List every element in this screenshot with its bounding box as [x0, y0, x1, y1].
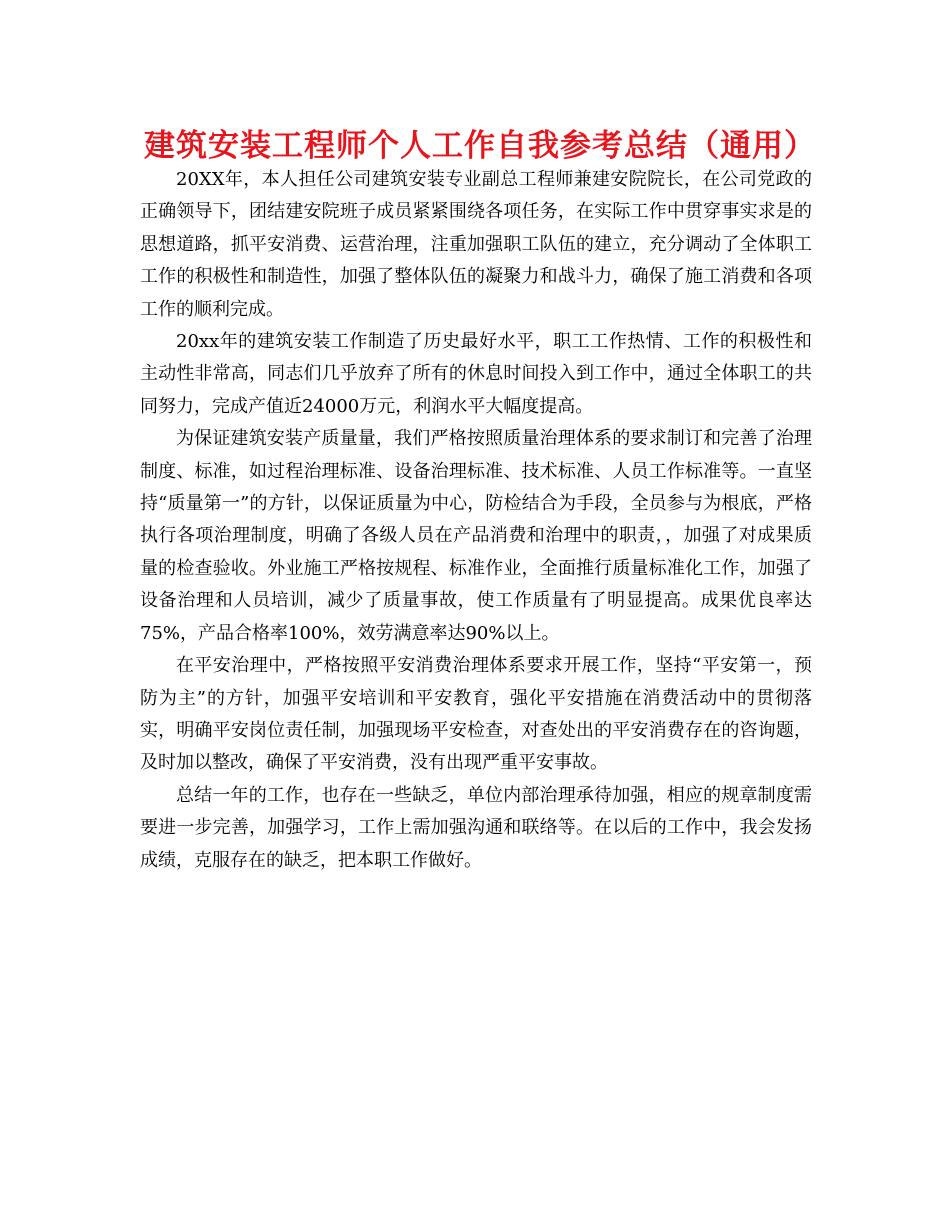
paragraph-1: 20XX年，本人担任公司建筑安装专业副总工程师兼建安院院长，在公司党政的正确领导下，团结建安院班子成员紧紧围绕各项任务，在实际工作中贯穿事实求是的思想道路，抓平安消费、运营治理，注重加强职工队伍的建立，充分调动了全体职工工作的积极性和制造性，加强了整体队伍的凝聚力和战斗力，确保了施工消费和各项工作的顺利完成。	[140, 169, 812, 320]
paragraph-5: 总结一年的工作，也存在一些缺乏，单位内部治理承待加强，相应的规章制度需要进一步完善，加强学习，工作上需加强沟通和联络等。在以后的工作中，我会发扬成绩，克服存在的缺乏，把本职工作做好。	[140, 784, 812, 871]
document-body	[140, 164, 812, 877]
document-title: 建筑安装工程师个人工作自我参考总结（通用）	[144, 128, 816, 164]
paragraph-3: 为保证建筑安装产质量量，我们严格按照质量治理体系的要求制订和完善了治理制度、标准，如过程治理标准、设备治理标准、技术标准、人员工作标准等。一直坚持“质量第一”的方针，以保证质量为中心，防检结合为手段，全员参与为根底，严格执行各项治理制度，明确了各级人员在产品消费和治理中的职责，，加强了对成果质量的检查验收。外业施工严格按规程、标准作业，全面推行质量标准化工作，加强了设备治理和人员培训，减少了质量事故，使工作质量有了明显提高。成果优良率达75%，产品合格率100%，效劳满意率达90%以上。	[140, 428, 812, 644]
paragraph-2: 20xx年的建筑安装工作制造了历史最好水平，职工工作热情、工作的积极性和主动性非常高，同志们几乎放弃了所有的休息时间投入到工作中，通过全体职工的共同努力，完成产值近24000万元，利润水平大幅度提高。	[140, 331, 812, 417]
paragraph-4: 在平安治理中，严格按照平安消费治理体系要求开展工作，坚持“平安第一，预防为主”的方针，加强平安培训和平安教育，强化平安措施在消费活动中的贯彻落实，明确平安岗位责任制，加强现场平安检查，对查处出的平安消费存在的咨询题，及时加以整改，确保了平安消费，没有出现严重平安事故。	[140, 655, 812, 774]
